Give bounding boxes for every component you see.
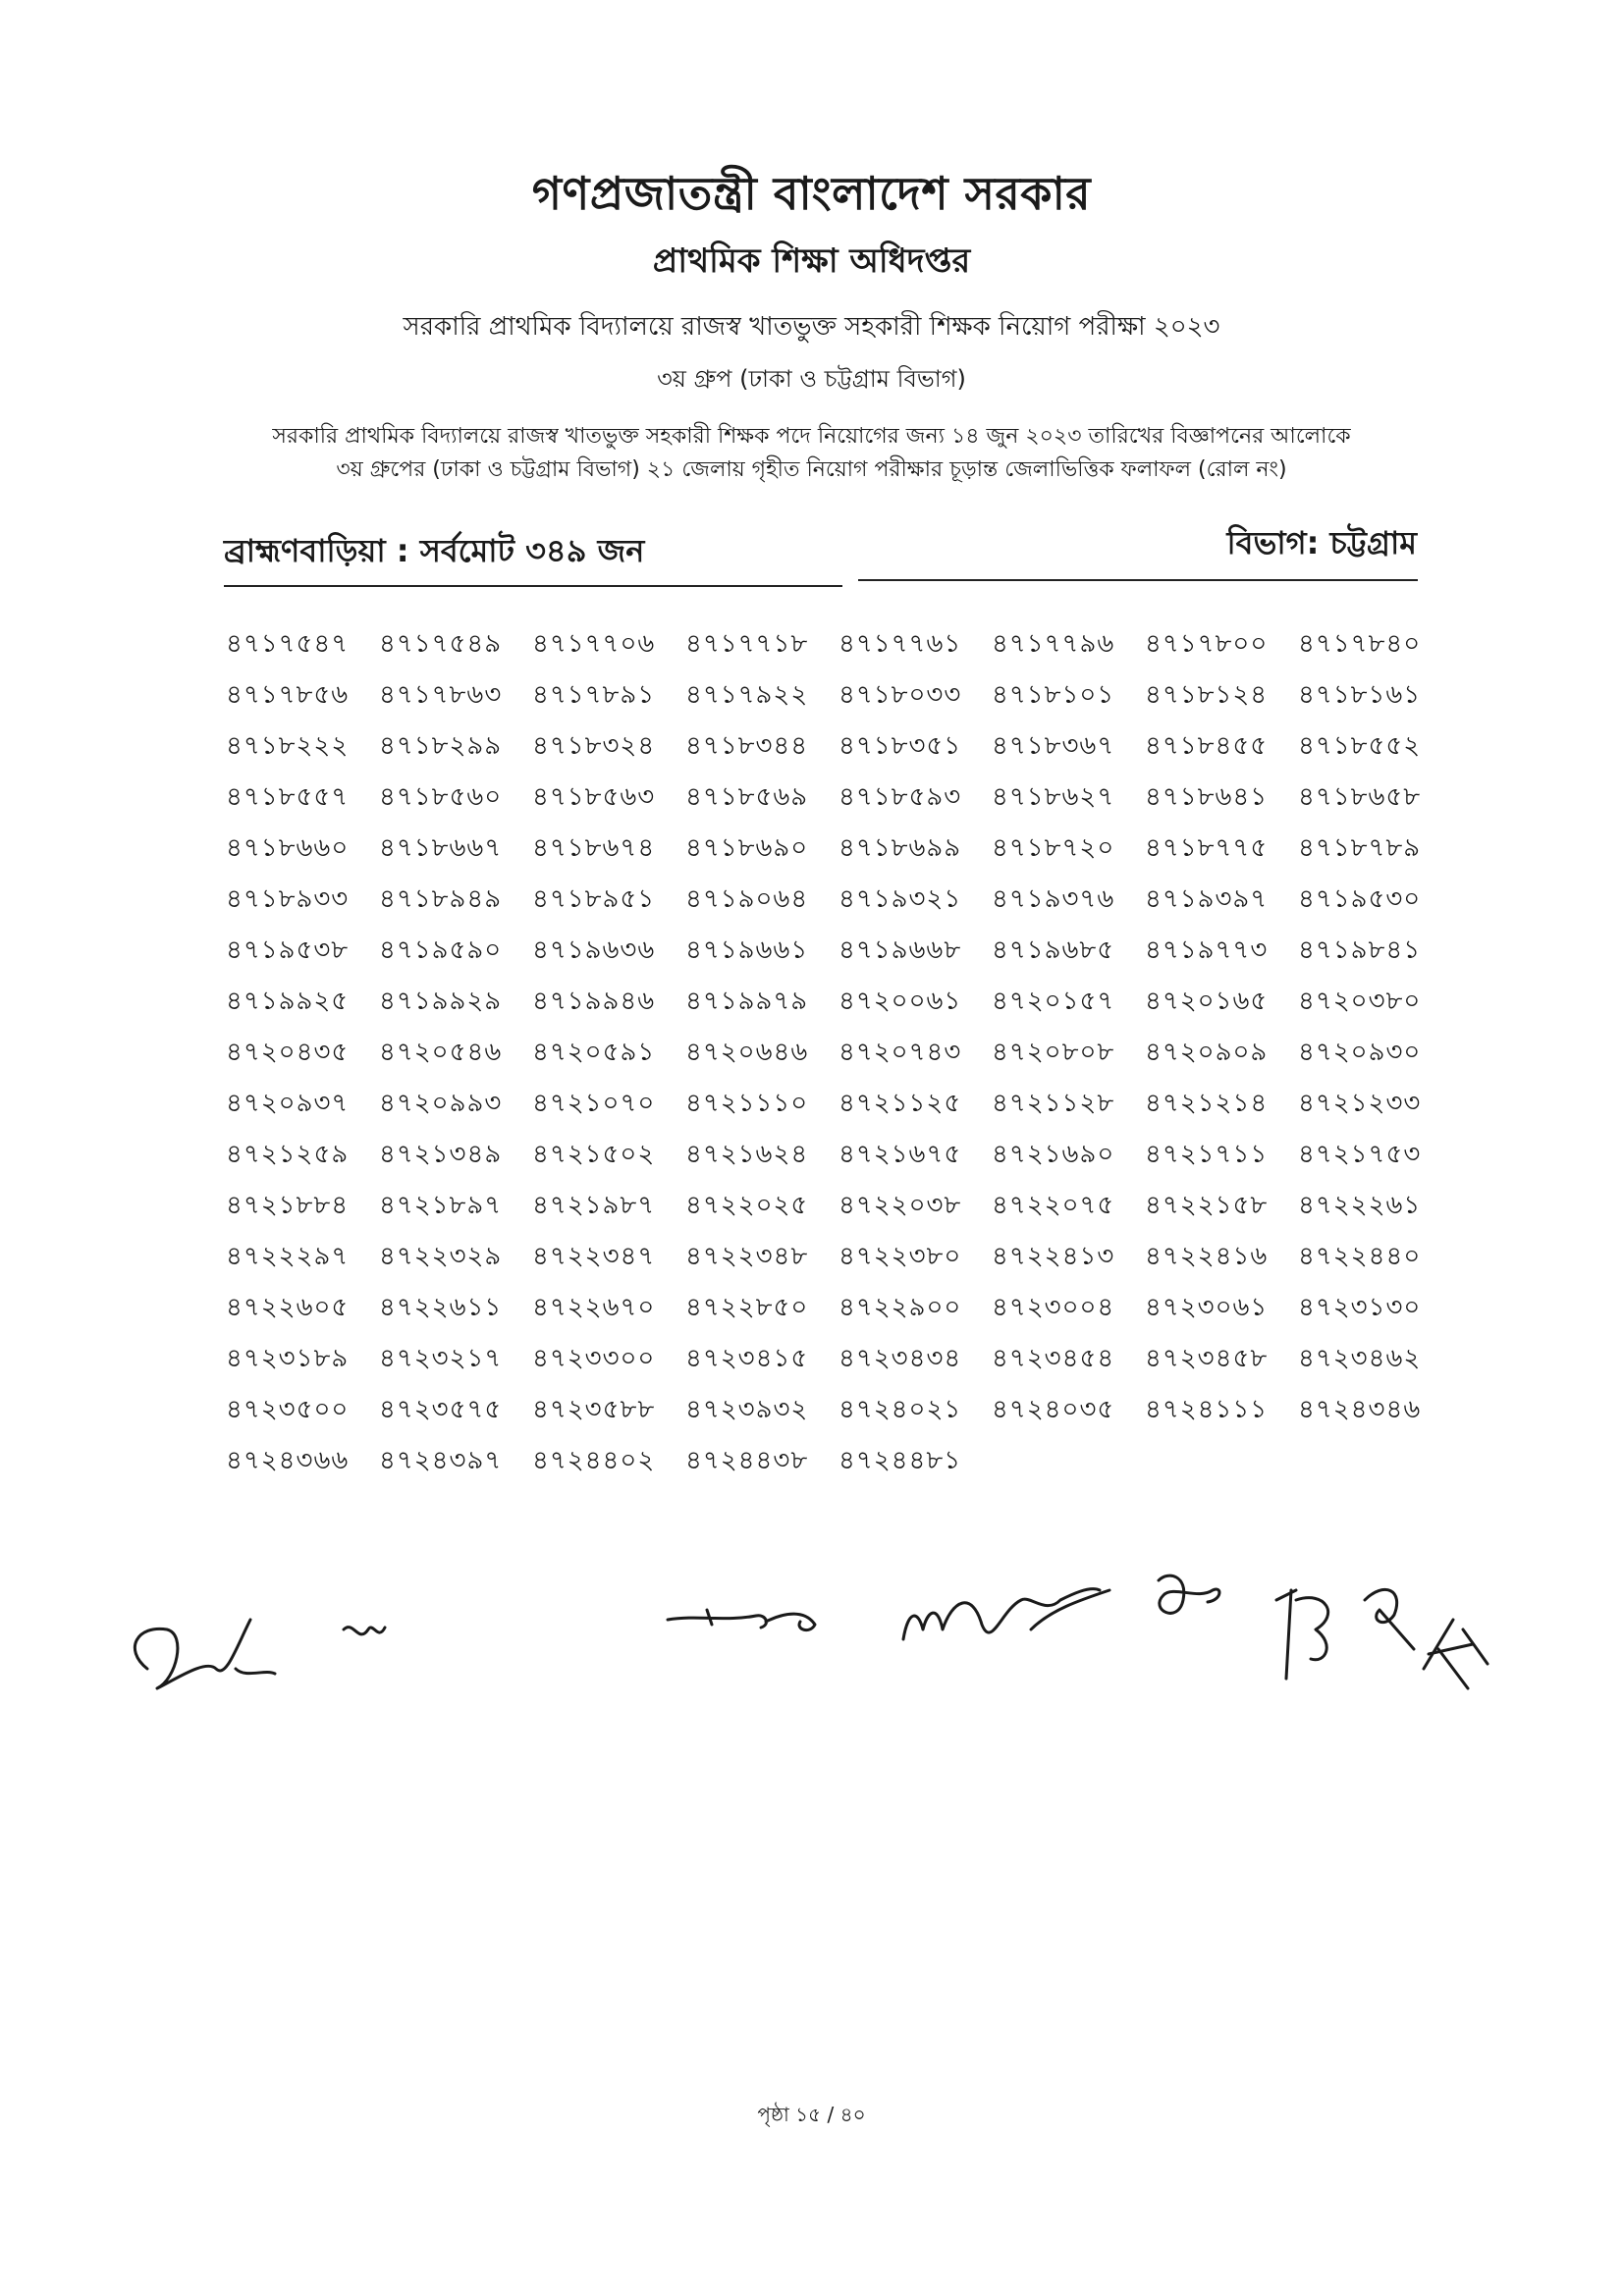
roll-number: ৪৭২২৪১৬ (1145, 1242, 1269, 1271)
roll-number: ৪৭১৯৫৩৮ (226, 935, 350, 965)
roll-number: ৪৭২১৯৮৭ (532, 1191, 656, 1220)
roll-number: ৪৭২১৩৪৯ (379, 1140, 503, 1169)
notice-line-2: ৩য় গ্রুপের (ঢাকা ও চট্টগ্রাম বিভাগ) ২১ জেলায় গৃহীত নিয়োগ পরীক্ষার চূড়ান্ত জেলাভিত্তিক ফলাফল (রোল নং) (336, 457, 1287, 482)
roll-number: ৪৭২১২৩৩ (1298, 1089, 1422, 1118)
roll-number: ৪৭২২৪১৩ (992, 1242, 1115, 1271)
roll-number: ৪৭১৭৮৫৬ (226, 680, 350, 710)
roll-number: ৪৭২১৮৯৭ (379, 1191, 503, 1220)
roll-number: ৪৭২২২৬১ (1298, 1191, 1422, 1220)
roll-number: ৪৭২১২১৪ (1145, 1089, 1269, 1118)
roll-number: ৪৭১৮৫৬০ (379, 782, 503, 812)
roll-number: ৪৭২১১২৫ (839, 1089, 962, 1118)
roll-number: ৪৭১৭৯২২ (685, 680, 809, 710)
roll-number-grid (226, 624, 1453, 1480)
roll-number: ৪৭১৮৫৯৩ (839, 782, 962, 812)
roll-number: ৪৭১৮৬৭৪ (532, 833, 656, 863)
roll-number: ৪৭২১২৫৯ (226, 1140, 350, 1169)
signature-1 (135, 1620, 275, 1688)
roll-number: ৪৭২৩৫৭৫ (379, 1395, 503, 1424)
notice-line-1: সরকারি প্রাথমিক বিদ্যালয়ে রাজস্ব খাতভুক্ত সহকারী শিক্ষক পদে নিয়োগের জন্য ১৪ জুন ২০২৩ তারিখের বিজ্ঞাপনের আলোকে (272, 424, 1351, 449)
signature-2 (344, 1628, 385, 1634)
heading-underline-right (858, 579, 1418, 581)
page-number: পৃষ্ঠা ১৫ / ৪০ (757, 2103, 866, 2126)
roll-number: ৪৭২১৬৯০ (992, 1140, 1115, 1169)
roll-number: ৪৭২৩১৮৯ (226, 1344, 350, 1373)
roll-number: ৪৭২০৪৩৫ (226, 1038, 350, 1067)
roll-number: ৪৭২১১২৮ (992, 1089, 1115, 1118)
roll-number: ৪৭১৯৬৬৮ (839, 935, 962, 965)
roll-number: ৪৭২১৭১১ (1145, 1140, 1269, 1169)
roll-number: ৪৭১৯৩৯৭ (1145, 884, 1269, 914)
roll-number: ৪৭২৩৪১৫ (685, 1344, 809, 1373)
roll-number: ৪৭১৭৭০৬ (532, 629, 656, 659)
roll-number: ৪৭১৮৬৯৯ (839, 833, 962, 863)
roll-number: ৪৭১৮৪৫৫ (1145, 731, 1269, 761)
roll-number: ৪৭২৪৪৩৮ (685, 1446, 809, 1475)
roll-number: ৪৭২০৯৯৩ (379, 1089, 503, 1118)
roll-number: ৪৭২২৬১১ (379, 1293, 503, 1322)
roll-number: ৪৭১৯৫৩০ (1298, 884, 1422, 914)
roll-number: ৪৭২২৯০০ (839, 1293, 962, 1322)
roll-number: ৪৭২৩০৬১ (1145, 1293, 1269, 1322)
roll-number: ৪৭১৮৫৬৯ (685, 782, 809, 812)
roll-number: ৪৭১৯৯৪৬ (532, 987, 656, 1016)
roll-number: ৪৭১৮০৩৩ (839, 680, 962, 710)
roll-number: ৪৭২০১৬৫ (1145, 987, 1269, 1016)
roll-number: ৪৭১৮৬৬৭ (379, 833, 503, 863)
roll-number: ৪৭২০৯৩৭ (226, 1089, 350, 1118)
roll-number: ৪৭১৭৮৪০ (1298, 629, 1422, 659)
roll-number: ৪৭২২৬৭০ (532, 1293, 656, 1322)
roll-number: ৪৭২৪০৩৫ (992, 1395, 1115, 1424)
roll-number: ৪৭১৯৬৮৫ (992, 935, 1115, 965)
roll-number: ৪৭২২৬০৫ (226, 1293, 350, 1322)
roll-number: ৪৭১৯৯৭৯ (685, 987, 809, 1016)
roll-number: ৪৭১৯৮৪১ (1298, 935, 1422, 965)
roll-number: ৪৭১৮২২২ (226, 731, 350, 761)
roll-number: ৪৭২০৬৪৬ (685, 1038, 809, 1067)
roll-number: ৪৭২৩৪৫৮ (1145, 1344, 1269, 1373)
roll-number: ৪৭১৮৫৫৭ (226, 782, 350, 812)
roll-number: ৪৭২৩০০৪ (992, 1293, 1115, 1322)
directorate-title: প্রাথমিক শিক্ষা অধিদপ্তর (652, 241, 971, 281)
roll-number: ৪৭২৩৪৫৪ (992, 1344, 1115, 1373)
roll-number: ৪৭১৮৭২০ (992, 833, 1115, 863)
roll-number: ৪৭১৮৬৬০ (226, 833, 350, 863)
signature-4 (903, 1589, 1109, 1639)
roll-number: ৪৭২২০৩৮ (839, 1191, 962, 1220)
roll-number: ৪৭২১৭৫৩ (1298, 1140, 1422, 1169)
signature-7 (1424, 1620, 1488, 1688)
roll-number: ৪৭১৮৫৬৩ (532, 782, 656, 812)
roll-number: ৪৭২১৬৭৫ (839, 1140, 962, 1169)
roll-number: ৪৭২৩১৩০ (1298, 1293, 1422, 1322)
roll-number: ৪৭২০০৬১ (839, 987, 962, 1016)
roll-number: ৪৭২৩৫৮৮ (532, 1395, 656, 1424)
roll-number: ৪৭২১৬২৪ (685, 1140, 809, 1169)
roll-number: ৪৭১৮৬৪১ (1145, 782, 1269, 812)
roll-number: ৪৭১৮১০১ (992, 680, 1115, 710)
roll-number: ৪৭১৮১৬১ (1298, 680, 1422, 710)
roll-number: ৪৭১৮৩২৪ (532, 731, 656, 761)
roll-number: ৪৭২৪১১১ (1145, 1395, 1269, 1424)
roll-number: ৪৭১৮৬৫৮ (1298, 782, 1422, 812)
roll-number: ৪৭১৮৩৪৪ (685, 731, 809, 761)
roll-number: ৪৭২৩৯৩২ (685, 1395, 809, 1424)
roll-number: ৪৭২৪৩৪৬ (1298, 1395, 1422, 1424)
roll-number: ৪৭১৮৯৫১ (532, 884, 656, 914)
roll-number: ৪৭২৪৩৯৭ (379, 1446, 503, 1475)
roll-number: ৪৭২০৭৪৩ (839, 1038, 962, 1067)
roll-number: ৪৭২০৫৪৬ (379, 1038, 503, 1067)
roll-number: ৪৭২২৮৫০ (685, 1293, 809, 1322)
roll-number: ৪৭২৩৪৬২ (1298, 1344, 1422, 1373)
roll-number: ৪৭২০৮০৮ (992, 1038, 1115, 1067)
roll-number: ৪৭২১৮৮৪ (226, 1191, 350, 1220)
roll-number: ৪৭২৪০২১ (839, 1395, 962, 1424)
roll-number: ৪৭১৮৬২৭ (992, 782, 1115, 812)
roll-number: ৪৭১৭৫৪৯ (379, 629, 503, 659)
roll-number: ৪৭২৪৪৮১ (839, 1446, 962, 1475)
roll-number: ৪৭১৭৮৯১ (532, 680, 656, 710)
roll-number: ৪৭২০৫৯১ (532, 1038, 656, 1067)
roll-number: ৪৭২২৩৪৭ (532, 1242, 656, 1271)
roll-number: ৪৭১৯৭৭৩ (1145, 935, 1269, 965)
roll-number: ৪৭১৯৬৬১ (685, 935, 809, 965)
roll-number: ৪৭১৭৮৬৩ (379, 680, 503, 710)
roll-number: ৪৭২৩৩০০ (532, 1344, 656, 1373)
roll-number: ৪৭১৭৮০০ (1145, 629, 1269, 659)
roll-number: ৪৭১৮১২৪ (1145, 680, 1269, 710)
exam-title: সরকারি প্রাথমিক বিদ্যালয়ে রাজস্ব খাতভুক্ত সহকারী শিক্ষক নিয়োগ পরীক্ষা ২০২৩ (403, 312, 1220, 342)
heading-underline-left (224, 585, 842, 587)
division-heading: বিভাগ: চট্টগ্রাম (1226, 524, 1417, 561)
roll-number: ৪৭২১৫০২ (532, 1140, 656, 1169)
roll-number: ৪৭১৯৩৭৬ (992, 884, 1115, 914)
roll-number: ৪৭২২০৭৫ (992, 1191, 1115, 1220)
roll-number: ৪৭২১০৭০ (532, 1089, 656, 1118)
roll-number: ৪৭২৩২১৭ (379, 1344, 503, 1373)
roll-number: ৪৭১৯৩২১ (839, 884, 962, 914)
roll-number: ৪৭১৮৩৫১ (839, 731, 962, 761)
roll-number: ৪৭১৯০৬৪ (685, 884, 809, 914)
roll-number: ৪৭১৭৭৬১ (839, 629, 962, 659)
roll-number: ৪৭২২৪৪০ (1298, 1242, 1422, 1271)
roll-number: ৪৭২৪৩৬৬ (226, 1446, 350, 1475)
roll-number: ৪৭১৯৯২৯ (379, 987, 503, 1016)
signatures-area (118, 1531, 1512, 1728)
roll-number: ৪৭১৮৫৫২ (1298, 731, 1422, 761)
group-label: ৩য় গ্রুপ (ঢাকা ও চট্টগ্রাম বিভাগ) (657, 365, 966, 393)
government-title: গণপ্রজাতন্ত্রী বাংলাদেশ সরকার (531, 167, 1092, 220)
roll-number: ৪৭১৮৭৮৯ (1298, 833, 1422, 863)
roll-number: ৪৭২৩৫০০ (226, 1395, 350, 1424)
roll-number: ৪৭২২৩২৯ (379, 1242, 503, 1271)
roll-number: ৪৭২৪৪০২ (532, 1446, 656, 1475)
roll-number: ৪৭১৮৯৩৩ (226, 884, 350, 914)
roll-number: ৪৭২২০২৫ (685, 1191, 809, 1220)
roll-number: ৪৭২০১৫৭ (992, 987, 1115, 1016)
signature-3 (668, 1610, 815, 1630)
roll-number: ৪৭১৮৩৬৭ (992, 731, 1115, 761)
roll-number: ৪৭২২৩৪৮ (685, 1242, 809, 1271)
roll-number: ৪৭২১১১০ (685, 1089, 809, 1118)
roll-number: ৪৭২২১৫৮ (1145, 1191, 1269, 1220)
roll-number: ৪৭২০৩৮০ (1298, 987, 1422, 1016)
roll-number: ৪৭১৮৯৪৯ (379, 884, 503, 914)
roll-number: ৪৭১৯৯২৫ (226, 987, 350, 1016)
district-heading: ব্রাহ্মণবাড়িয়া : সর্বমোট ৩৪৯ জন (224, 532, 645, 569)
notice-text (196, 420, 1427, 487)
roll-number: ৪৭২২৩৮০ (839, 1242, 962, 1271)
roll-number: ৪৭২২২৯৭ (226, 1242, 350, 1271)
roll-number: ৪৭১৭৭৯৬ (992, 629, 1115, 659)
roll-number: ৪৭২০৯০৯ (1145, 1038, 1269, 1067)
roll-number: ৪৭১৯৬৩৬ (532, 935, 656, 965)
signature-6 (1276, 1589, 1414, 1679)
roll-number: ৪৭২০৯৩০ (1298, 1038, 1422, 1067)
roll-number: ৪৭২৩৪৩৪ (839, 1344, 962, 1373)
roll-number: ৪৭১৭৭১৮ (685, 629, 809, 659)
roll-number: ৪৭১৮৬৯০ (685, 833, 809, 863)
roll-number: ৪৭১৮৭৭৫ (1145, 833, 1269, 863)
roll-number: ৪৭১৭৫৪৭ (226, 629, 350, 659)
roll-number: ৪৭১৮২৯৯ (379, 731, 503, 761)
signature-5 (1159, 1575, 1219, 1613)
roll-number: ৪৭১৯৫৯০ (379, 935, 503, 965)
